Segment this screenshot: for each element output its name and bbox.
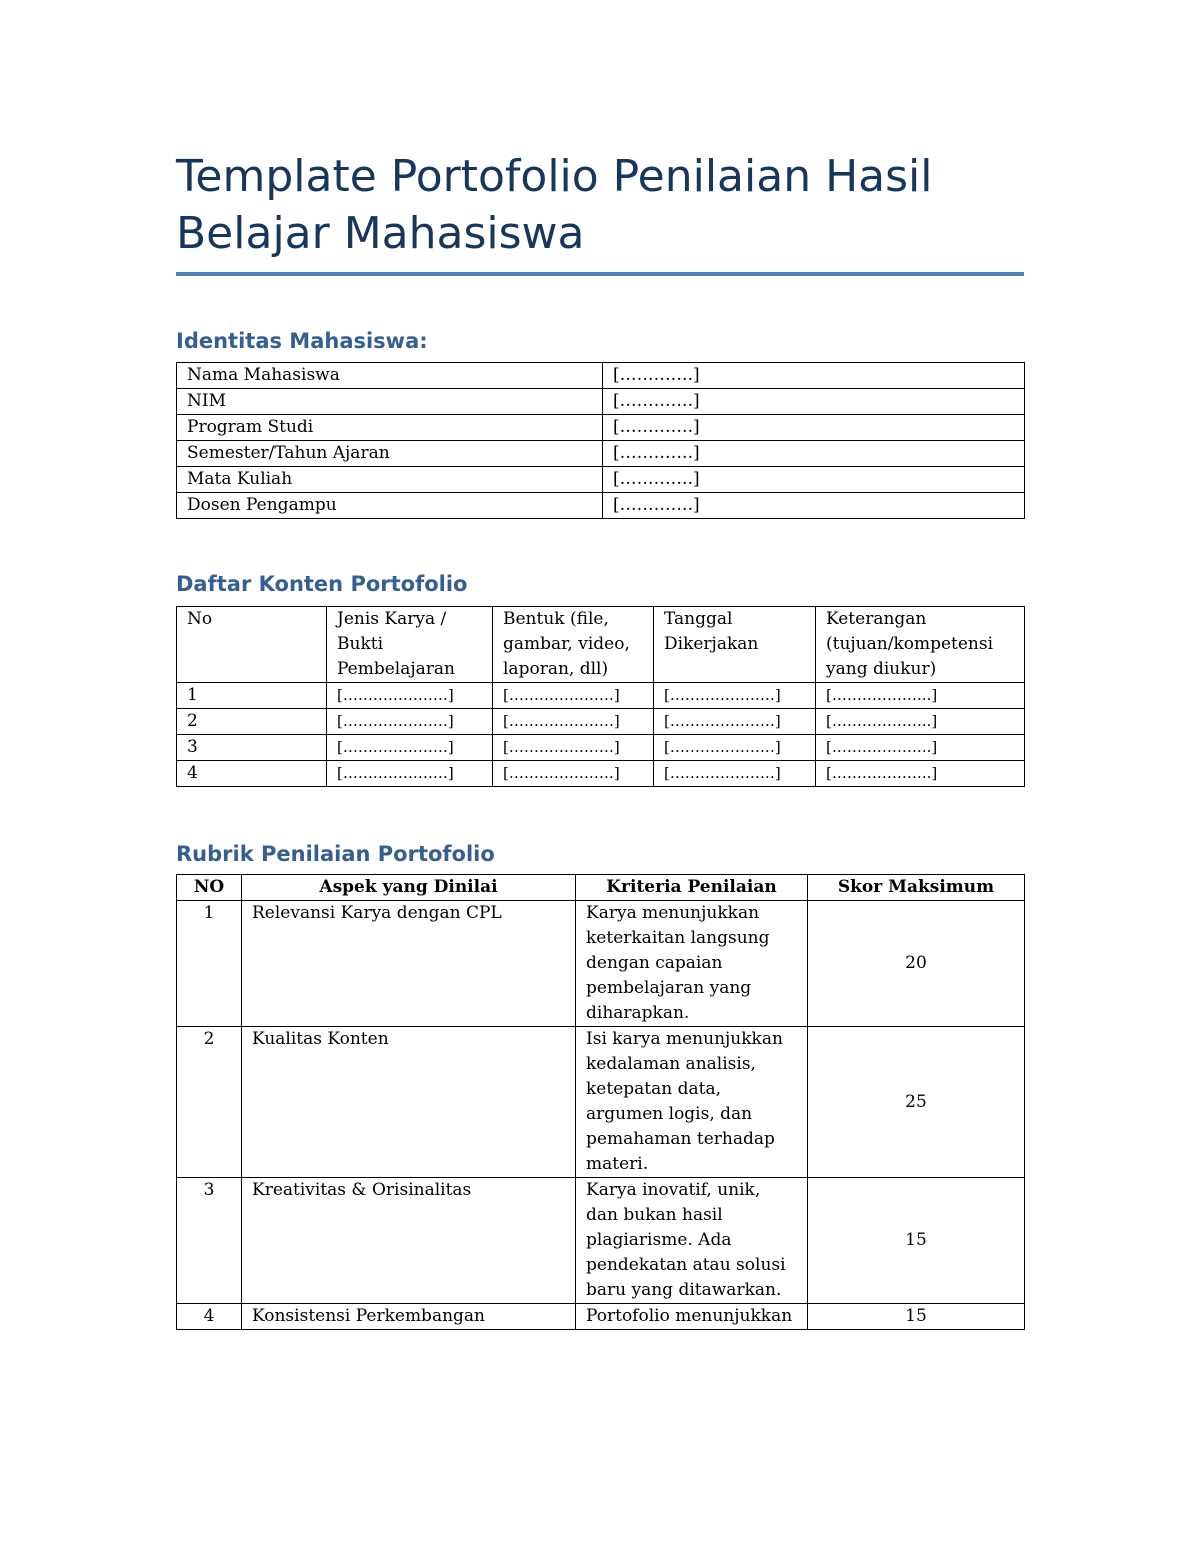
- rubric-max-score: 15: [808, 1178, 1025, 1304]
- tanggal-field[interactable]: […………………]: [654, 761, 816, 787]
- rubric-criteria: Karya menunjukkan keterkaitan langsung dengan capaian pembelajaran yang diharapkan.: [576, 901, 808, 1027]
- jenis-field[interactable]: […………………]: [327, 735, 493, 761]
- jenis-field[interactable]: […………………]: [327, 709, 493, 735]
- bentuk-field[interactable]: […………………]: [493, 761, 654, 787]
- keterangan-field[interactable]: [………………..]: [816, 735, 1025, 761]
- identity-label: Nama Mahasiswa: [177, 363, 603, 389]
- rubric-number: 2: [177, 1027, 242, 1178]
- keterangan-field[interactable]: [………………..]: [816, 761, 1025, 787]
- identity-table: [176, 362, 1025, 519]
- rubric-number: 3: [177, 1178, 242, 1304]
- identity-label: Dosen Pengampu: [177, 493, 603, 519]
- table-row: [177, 761, 1025, 787]
- row-number: 2: [177, 709, 327, 735]
- rubric-max-score: 15: [808, 1304, 1025, 1330]
- column-header-jenis: Jenis Karya / Bukti Pembelajaran: [327, 607, 493, 683]
- table-row: [177, 709, 1025, 735]
- rubric-table: [176, 874, 1025, 1330]
- rubric-criteria: Portofolio menunjukkan: [576, 1304, 808, 1330]
- identity-value-field[interactable]: [………….]: [603, 389, 1025, 415]
- bentuk-field[interactable]: […………………]: [493, 735, 654, 761]
- table-row: [177, 493, 1025, 519]
- content-list-heading: Daftar Konten Portofolio: [176, 572, 468, 596]
- identity-label: Program Studi: [177, 415, 603, 441]
- rubric-criteria: Karya inovatif, unik, dan bukan hasil plagiarisme. Ada pendekatan atau solusi baru yang ditawarkan.: [576, 1178, 808, 1304]
- rubric-number: 1: [177, 901, 242, 1027]
- page-title: Template Portofolio Penilaian Hasil Belajar Mahasiswa: [176, 151, 933, 259]
- table-row: [177, 1027, 1025, 1178]
- table-header-row: [177, 607, 1025, 683]
- rubric-aspect: Kreativitas & Orisinalitas: [242, 1178, 576, 1304]
- tanggal-field[interactable]: […………………]: [654, 735, 816, 761]
- table-row: [177, 1178, 1025, 1304]
- column-header-no: NO: [177, 875, 242, 901]
- identity-value-field[interactable]: [………….]: [603, 415, 1025, 441]
- column-header-bentuk: Bentuk (file, gambar, video, laporan, dll): [493, 607, 654, 683]
- table-row: [177, 1304, 1025, 1330]
- rubric-aspect: Kualitas Konten: [242, 1027, 576, 1178]
- rubric-max-score: 20: [808, 901, 1025, 1027]
- column-header-keterangan: Keterangan (tujuan/kompetensi yang diukur): [816, 607, 1025, 683]
- table-header-row: [177, 875, 1025, 901]
- bentuk-field[interactable]: […………………]: [493, 709, 654, 735]
- title-underline: [176, 272, 1024, 276]
- table-row: [177, 441, 1025, 467]
- keterangan-field[interactable]: [………………..]: [816, 709, 1025, 735]
- column-header-tanggal: Tanggal Dikerjakan: [654, 607, 816, 683]
- jenis-field[interactable]: […………………]: [327, 761, 493, 787]
- identity-label: NIM: [177, 389, 603, 415]
- column-header-aspek: Aspek yang Dinilai: [242, 875, 576, 901]
- column-header-skor: Skor Maksimum: [808, 875, 1025, 901]
- table-row: [177, 415, 1025, 441]
- tanggal-field[interactable]: […………………]: [654, 709, 816, 735]
- identity-value-field[interactable]: [………….]: [603, 363, 1025, 389]
- column-header-no: No: [177, 607, 327, 683]
- row-number: 1: [177, 683, 327, 709]
- rubric-heading: Rubrik Penilaian Portofolio: [176, 842, 495, 866]
- row-number: 4: [177, 761, 327, 787]
- tanggal-field[interactable]: […………………]: [654, 683, 816, 709]
- keterangan-field[interactable]: [………………..]: [816, 683, 1025, 709]
- identity-label: Semester/Tahun Ajaran: [177, 441, 603, 467]
- rubric-aspect: Konsistensi Perkembangan: [242, 1304, 576, 1330]
- table-row: [177, 363, 1025, 389]
- bentuk-field[interactable]: […………………]: [493, 683, 654, 709]
- table-row: [177, 683, 1025, 709]
- identity-value-field[interactable]: [………….]: [603, 441, 1025, 467]
- identity-value-field[interactable]: [………….]: [603, 467, 1025, 493]
- identity-heading: Identitas Mahasiswa:: [176, 329, 428, 353]
- table-row: [177, 735, 1025, 761]
- rubric-criteria: Isi karya menunjukkan kedalaman analisis, ketepatan data, argumen logis, dan pemahaman terhadap materi.: [576, 1027, 808, 1178]
- rubric-max-score: 25: [808, 1027, 1025, 1178]
- table-row: [177, 467, 1025, 493]
- identity-label: Mata Kuliah: [177, 467, 603, 493]
- row-number: 3: [177, 735, 327, 761]
- rubric-aspect: Relevansi Karya dengan CPL: [242, 901, 576, 1027]
- rubric-number: 4: [177, 1304, 242, 1330]
- jenis-field[interactable]: […………………]: [327, 683, 493, 709]
- table-row: [177, 901, 1025, 1027]
- column-header-kriteria: Kriteria Penilaian: [576, 875, 808, 901]
- table-row: [177, 389, 1025, 415]
- content-list-table: [176, 606, 1025, 787]
- identity-value-field[interactable]: [………….]: [603, 493, 1025, 519]
